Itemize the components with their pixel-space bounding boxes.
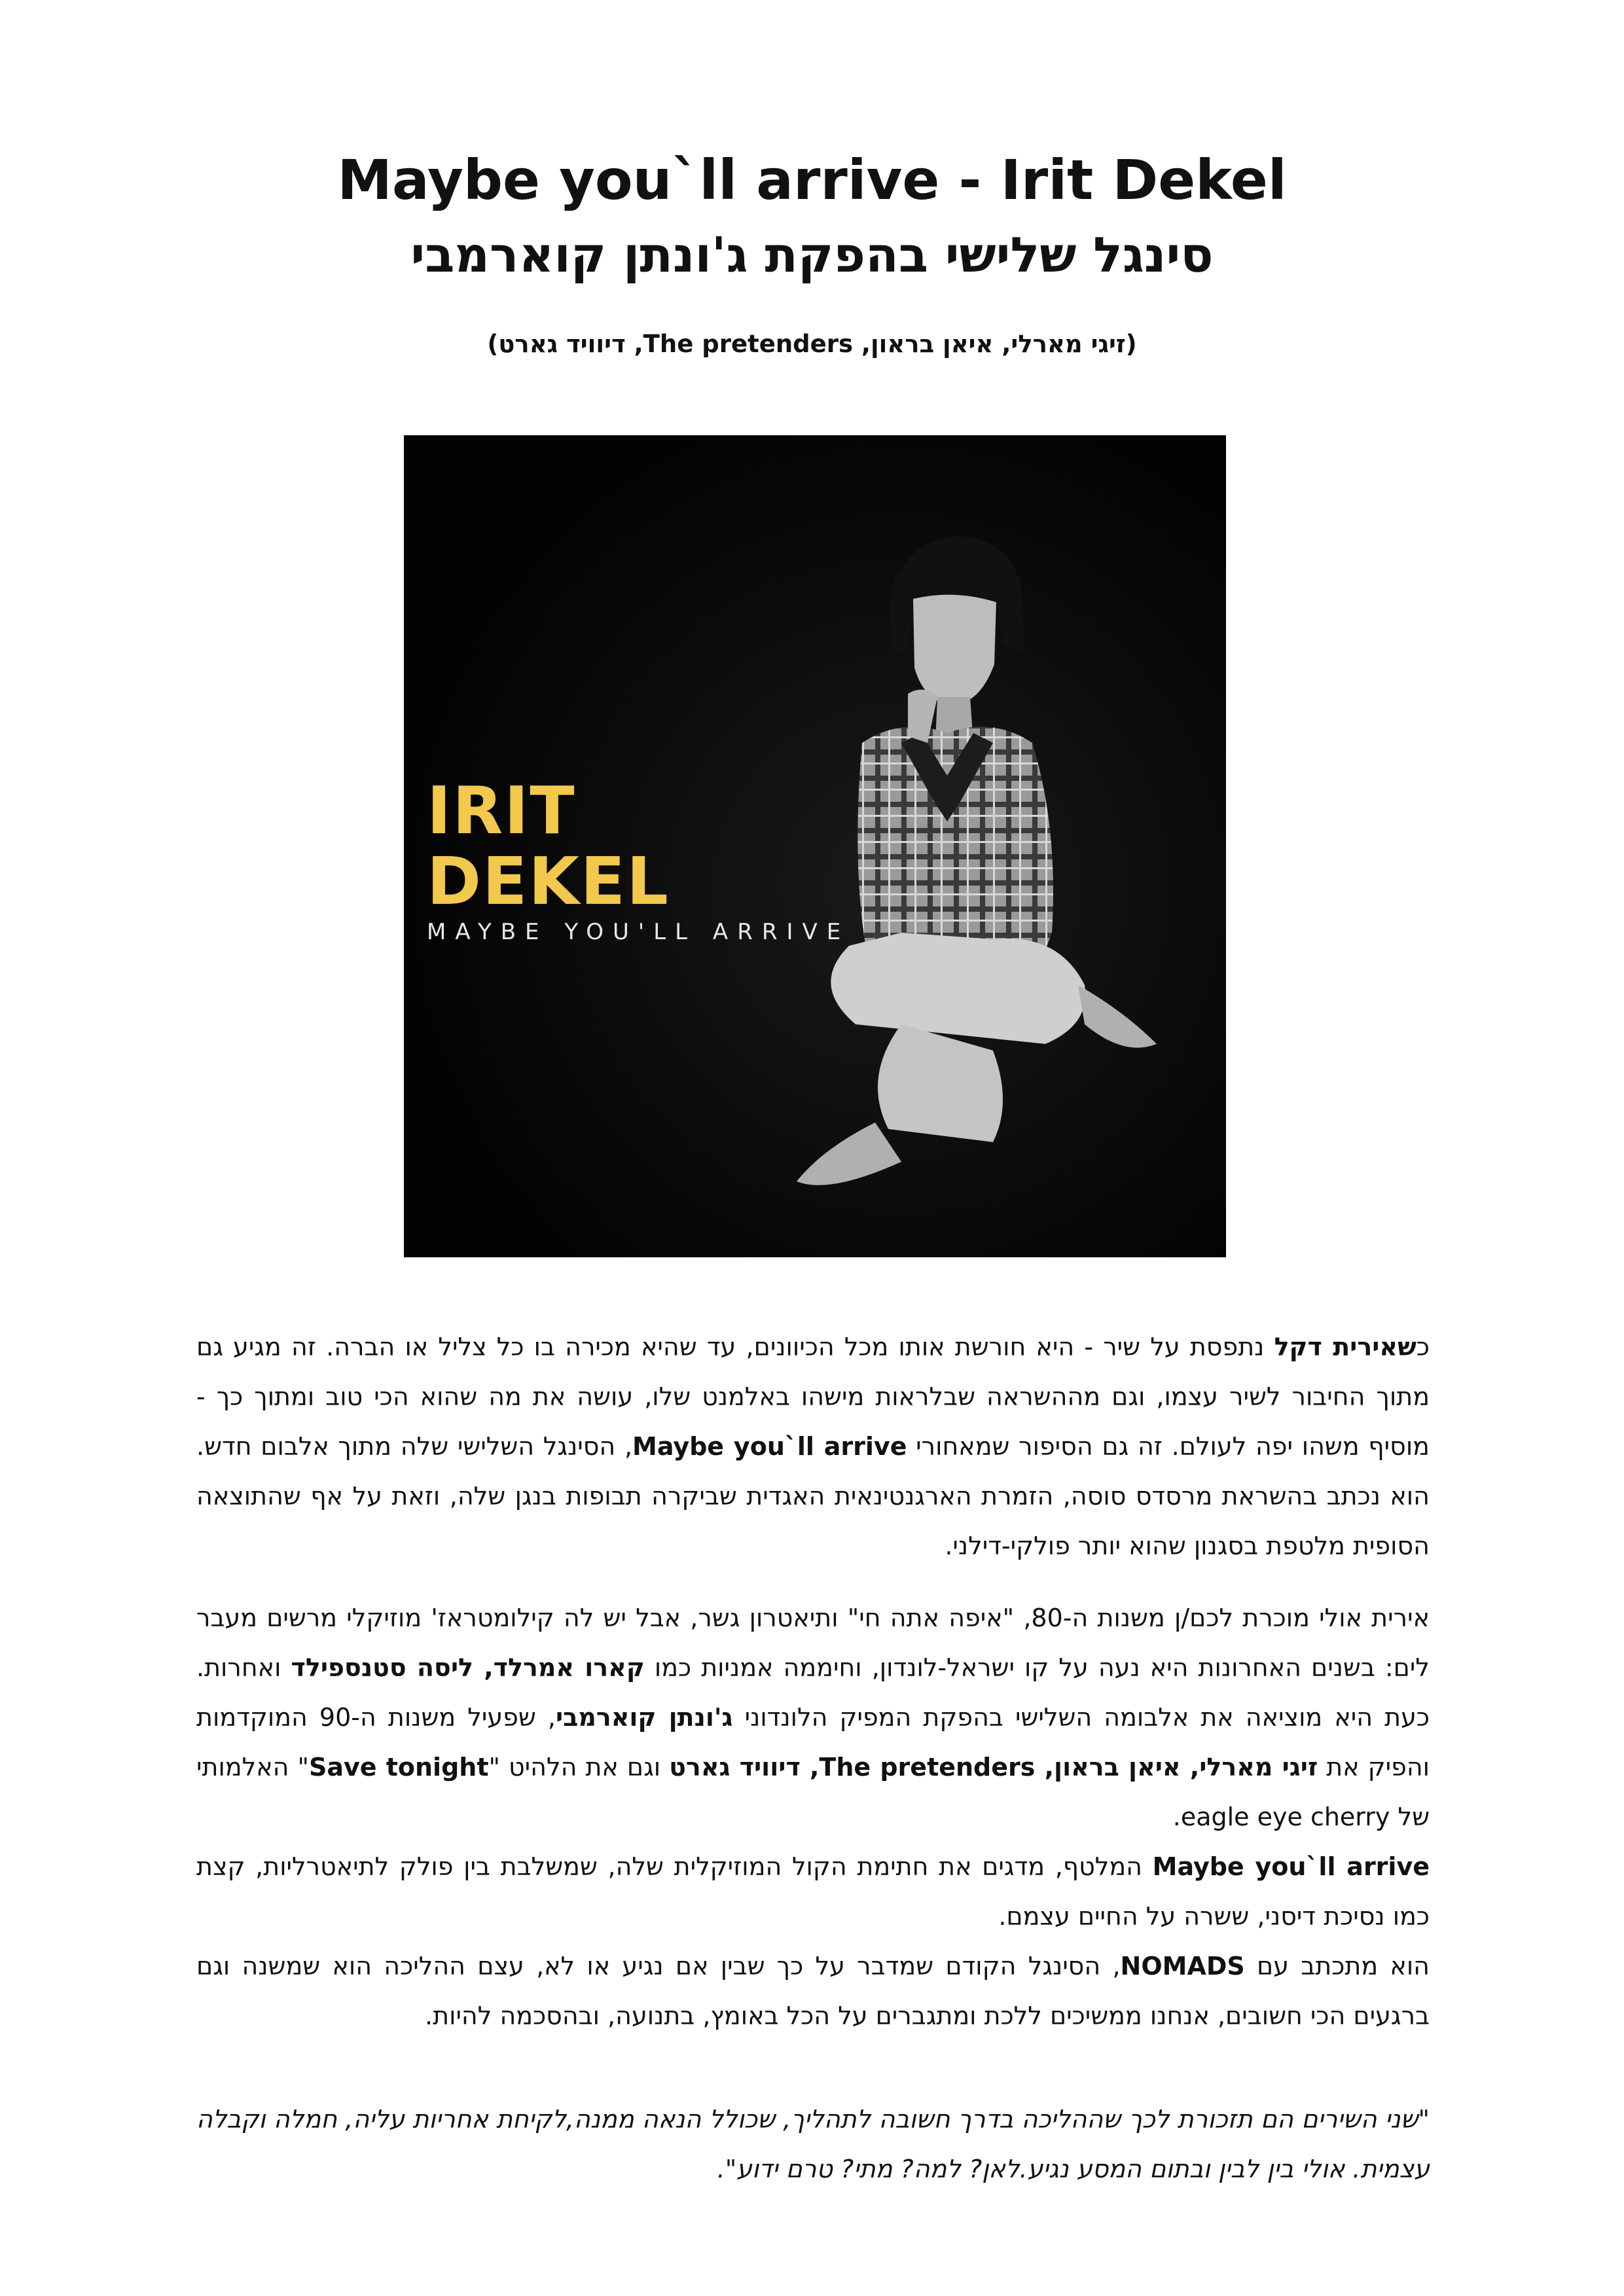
producer-name-bold: ג'ונתן קוארמבי: [555, 1703, 733, 1732]
previous-single-bold: NOMADS: [1120, 1952, 1245, 1981]
cover-album-title: MAYBE YOU'LL ARRIVE: [427, 919, 850, 945]
page-title-hebrew: סינגל שלישי בהפקת ג'ונתן קוארמבי: [410, 227, 1214, 283]
text-span: ואחרות. כעת היא מוציאה את אלבומה השלישי בהפקת המפיק הלונדוני: [196, 1653, 1430, 1732]
text-span: כ: [1416, 1333, 1430, 1361]
cover-artist-name: [427, 772, 670, 920]
quote-italic: "שני השירים הם תזכורת לכך שההליכה בדרך חשובה לתהליך, שכולל הנאה ממנה,לקיחת אחריות עליה, חמלה וקבלה עצמית. אולי בין לבין ובתום המסע נגיע.לאן? למה? מתי? טרם ידוע".: [196, 2105, 1430, 2183]
paragraph-intro: [196, 1322, 1430, 1571]
produced-artists-bold: זיגי מארלי, איאן בראון, The pretenders, דיוויד גארט: [669, 1753, 1318, 1782]
page-title-english: Maybe you`ll arrive - Irit Dekel: [337, 148, 1287, 212]
text-span: , הסינגל השלישי שלה מתוך אלבום חדש. הוא נכתב בהשראת מרסדס סוסה, הזמרת הארגנטינאית האגדית שביקרה תבופות בנגן שלה, וזאת על אף שהתוצאה הסופית מלטפת בסגנון שהוא יותר פולקי-דילני.: [196, 1432, 1430, 1560]
text-span: , הסינגל הקודם שמדבר על כך שבין אם נגיע או לא, עצם ההליכה הוא שמשנה וגם ברגעים הכי חשובים, אנחנו ממשיכים ללכת ומתגברים על הכל באומץ, בתנועה, ובהסכמה להיות.: [196, 1952, 1430, 2030]
song-title-bold: Maybe you`ll arrive: [632, 1432, 907, 1461]
text-span: , שפעיל משנות ה-90 המוקדמות והפיק את: [196, 1703, 1430, 1782]
paragraph-biography: [196, 1593, 1430, 2041]
text-span: וגם את הלהיט ": [488, 1753, 670, 1782]
text-span: אירית אולי מוכרת לכם/ן משנות ה-80, "איפה אתה חי" ותיאטרון גשר, אבל יש לה קילומטראז' מוזיקלי מרשים מעבר לים: בשנים האחרונות היא נעה על קו ישראל-לונדון, וחיממה אמניות כמו: [196, 1604, 1430, 1682]
credits-subtitle: (זיגי מארלי, איאן בראון, The pretenders, דיוויד גארט): [487, 330, 1137, 358]
artists-bold: קארו אמרלד, ליסה סטנספילד: [291, 1653, 645, 1682]
song-title-bold: Maybe you`ll arrive: [1152, 1852, 1430, 1881]
cover-artist-first-name: IRIT: [427, 772, 576, 849]
text-span: נתפסת על שיר - היא חורשת אותו מכל הכיוונים, עד שהיא מכירה בו כל צליל או הברה. זה מגיע גם מתוך החיבור לשיר עצמו, וגם מההשראה שבלראות מישהו באלמנט שלו, עושה את מה שהוא הכי טוב ומתוך כך - מוסיף משהו יפה לעולם. זה גם הסיפור שמאחורי: [196, 1333, 1430, 1461]
text-span: " האלמותי של eagle eye cherry.: [196, 1753, 1430, 1831]
text-span: המלטף, מדגים את חתימת הקול המוזיקלית שלה, שמשלבת בין פולק לתיאטרליות, קצת כמו נסיכת דיסני, ששרה על החיים עצמם.: [196, 1852, 1430, 1931]
album-cover: [404, 435, 1226, 1257]
artist-name-bold: שאירית דקל: [1274, 1333, 1416, 1361]
cover-artist-last-name: DEKEL: [427, 843, 670, 920]
hit-title-bold: Save tonight: [308, 1753, 489, 1782]
text-span: הוא מתכתב עם: [1244, 1952, 1430, 1981]
